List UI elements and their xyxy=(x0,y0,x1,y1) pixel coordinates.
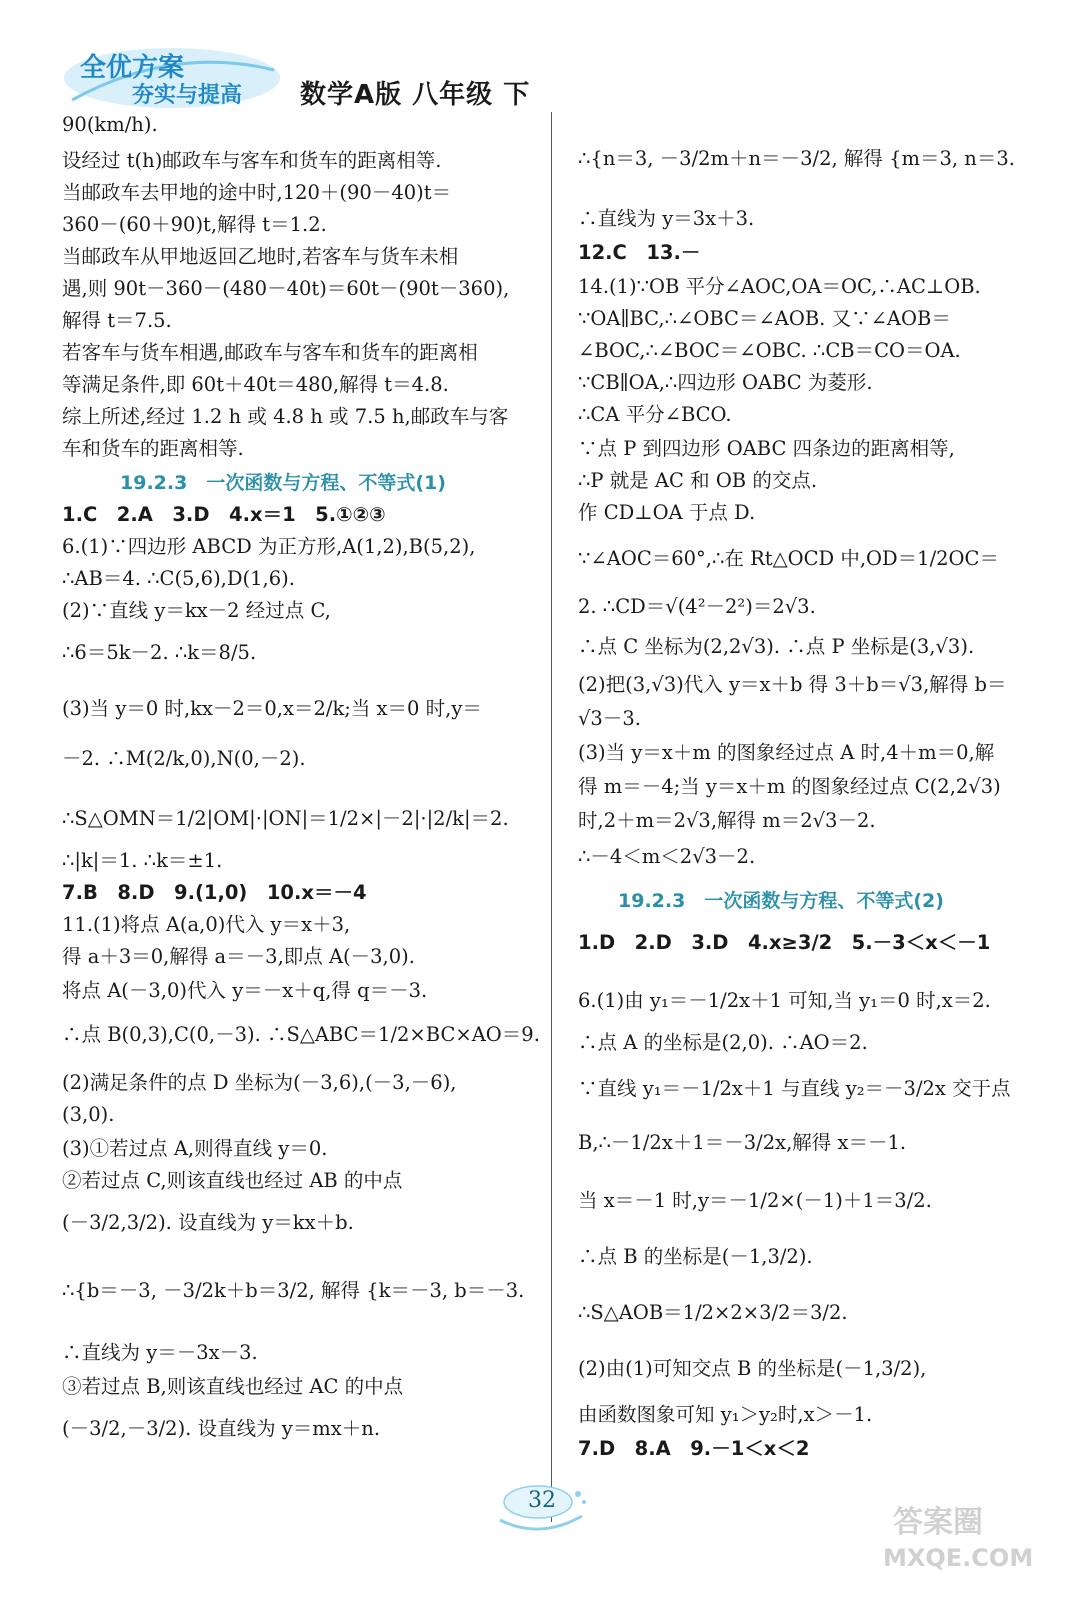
section-heading: 19.2.3 一次函数与方程、不等式(1) xyxy=(120,472,446,494)
text-line: 时,2＋m＝2√3,解得 m＝2√3－2. xyxy=(578,809,876,832)
text-line: 当 x＝－1 时,y＝－1/2×(－1)＋1＝3/2. xyxy=(578,1189,932,1212)
text-line: 得 m＝－4;当 y＝x＋m 的图象经过点 C(2,2√3) xyxy=(578,775,1001,798)
text-line: 6.(1)由 y₁＝－1/2x＋1 可知,当 y₁＝0 时,x＝2. xyxy=(578,989,991,1012)
text-line: 当邮政车去甲地的途中时,120＋(90－40)t＝ xyxy=(62,181,452,204)
text-line: (2)∵直线 y＝kx－2 经过点 C, xyxy=(62,599,331,622)
text-line: ∴AB＝4. ∴C(5,6),D(1,6). xyxy=(62,567,295,590)
text-line: ∴直线为 y＝3x＋3. xyxy=(578,207,755,230)
text-line: －2. ∴M(2/k,0),N(0,－2). xyxy=(62,747,306,770)
text-line: (－3/2,－3/2). 设直线为 y＝mx＋n. xyxy=(62,1417,381,1440)
text-line: ∴CA 平分∠BCO. xyxy=(578,403,732,426)
text-line: 综上所述,经过 1.2 h 或 4.8 h 或 7.5 h,邮政车与客 xyxy=(62,405,509,428)
text-line: ∴点 B 的坐标是(－1,3/2). xyxy=(578,1245,813,1268)
section-heading: 19.2.3 一次函数与方程、不等式(2) xyxy=(618,890,944,912)
watermark-text: 答案圈 xyxy=(893,1505,983,1540)
text-line: 设经过 t(h)邮政车与客车和货车的距离相等. xyxy=(62,149,442,172)
text-line: ∵CB∥OA,∴四边形 OABC 为菱形. xyxy=(578,371,873,394)
text-line: (3)当 y＝x＋m 的图象经过点 A 时,4＋m＝0,解 xyxy=(578,741,995,764)
text-line: 等满足条件,即 60t＋40t＝480,解得 t＝4.8. xyxy=(62,373,449,396)
text-line: 14.(1)∵OB 平分∠AOC,OA＝OC,∴AC⊥OB. xyxy=(578,275,981,298)
text-line: ∵直线 y₁＝－1/2x＋1 与直线 y₂＝－3/2x 交于点 xyxy=(578,1077,1011,1100)
text-line: 解得 t＝7.5. xyxy=(62,309,172,332)
logo-text-1: 全优方案 xyxy=(80,53,185,83)
text-line: ∴{b＝－3, －3/2k＋b＝3/2, 解得 {k＝－3, b＝－3. xyxy=(62,1279,525,1302)
watermark-url: MXQE.COM xyxy=(883,1544,1034,1572)
text-line: (3,0). xyxy=(62,1103,115,1126)
text-line: ∴|k|＝1. ∴k＝±1. xyxy=(62,849,223,872)
text-line: 11.(1)将点 A(a,0)代入 y＝x＋3, xyxy=(62,913,351,936)
text-line: ∴点 A 的坐标是(2,0). ∴AO＝2. xyxy=(578,1031,868,1054)
text-line: ∴6＝5k－2. ∴k＝8/5. xyxy=(62,641,257,664)
answer-line: 12.C 13.－ xyxy=(578,241,701,264)
text-line: 90(km/h). xyxy=(62,113,158,136)
watermark-logo xyxy=(863,1498,1063,1578)
text-line: 当邮政车从甲地返回乙地时,若客车与货车未相 xyxy=(62,245,459,268)
text-line: 得 a＋3＝0,解得 a＝－3,即点 A(－3,0). xyxy=(62,945,415,968)
text-line: 2. ∴CD＝√(4²－2²)＝2√3. xyxy=(578,595,816,618)
text-line: (3)当 y＝0 时,kx－2＝0,x＝2/k;当 x＝0 时,y＝ xyxy=(62,697,482,720)
text-line: ∴点 B(0,3),C(0,－3). ∴S△ABC＝1/2×BC×AO＝9. xyxy=(62,1023,540,1046)
text-line: ∵∠AOC＝60°,∴在 Rt△OCD 中,OD＝1/2OC＝ xyxy=(578,547,999,570)
text-line: ∵OA∥BC,∴∠OBC＝∠AOB. 又∵∠AOB＝ xyxy=(578,307,951,330)
text-line: ∴点 C 坐标为(2,2√3). ∴点 P 坐标是(3,√3). xyxy=(578,635,975,658)
text-line: (2)由(1)可知交点 B 的坐标是(－1,3/2), xyxy=(578,1357,927,1380)
text-line: ∴直线为 y＝－3x－3. xyxy=(62,1341,258,1364)
text-line: ∵点 P 到四边形 OABC 四条边的距离相等, xyxy=(578,437,955,460)
text-line: ②若过点 C,则该直线也经过 AB 的中点 xyxy=(62,1169,403,1192)
answer-line: 1.C 2.A 3.D 4.x＝1 5.①②③ xyxy=(62,503,386,526)
text-line: B,∴－1/2x＋1＝－3/2x,解得 x＝－1. xyxy=(578,1131,907,1154)
text-line: √3－3. xyxy=(578,707,641,730)
text-line: 车和货车的距离相等. xyxy=(62,437,244,460)
logo-text-2: 夯实与提高 xyxy=(132,83,243,108)
text-line: ∠BOC,∴∠BOC＝∠OBC. ∴CB＝CO＝OA. xyxy=(578,339,961,362)
text-line: (－3/2,3/2). 设直线为 y＝kx＋b. xyxy=(62,1211,354,1234)
page-number: 32 xyxy=(528,1488,556,1513)
text-line: (2)满足条件的点 D 坐标为(－3,6),(－3,－6), xyxy=(62,1071,457,1094)
column-divider xyxy=(551,112,552,1522)
text-line: 360－(60＋90)t,解得 t＝1.2. xyxy=(62,213,327,236)
text-line: 遇,则 90t－360－(480－40t)＝60t－(90t－360), xyxy=(62,277,510,300)
text-line: ∴{n＝3, －3/2m＋n＝－3/2, 解得 {m＝3, n＝3. xyxy=(578,147,1015,170)
book-logo xyxy=(62,40,282,110)
text-line: (2)把(3,√3)代入 y＝x＋b 得 3＋b＝√3,解得 b＝ xyxy=(578,673,1007,696)
text-line: 作 CD⊥OA 于点 D. xyxy=(578,501,756,524)
text-line: ∴S△OMN＝1/2|OM|·|ON|＝1/2×|－2|·|2/k|＝2. xyxy=(62,807,509,830)
answer-line: 7.B 8.D 9.(1,0) 10.x＝－4 xyxy=(62,881,367,904)
text-line: 6.(1)∵四边形 ABCD 为正方形,A(1,2),B(5,2), xyxy=(62,535,476,558)
text-line: 将点 A(－3,0)代入 y＝－x＋q,得 q＝－3. xyxy=(62,979,428,1002)
text-line: ∴P 就是 AC 和 OB 的交点. xyxy=(578,469,818,492)
text-line: ∴S△AOB＝1/2×2×3/2＝3/2. xyxy=(578,1301,848,1324)
book-title: 数学A版 八年级 下 xyxy=(300,80,531,110)
answer-line: 7.D 8.A 9.－1＜x＜2 xyxy=(578,1437,810,1460)
text-line: 若客车与货车相遇,邮政车与客车和货车的距离相 xyxy=(62,341,478,364)
answer-line: 1.D 2.D 3.D 4.x≥3/2 5.－3＜x＜－1 xyxy=(578,931,991,954)
text-line: (3)①若过点 A,则得直线 y＝0. xyxy=(62,1137,328,1160)
text-line: ∴－4＜m＜2√3－2. xyxy=(578,845,756,868)
text-line: ③若过点 B,则该直线也经过 AC 的中点 xyxy=(62,1375,404,1398)
text-line: 由函数图象可知 y₁＞y₂时,x＞－1. xyxy=(578,1403,873,1426)
